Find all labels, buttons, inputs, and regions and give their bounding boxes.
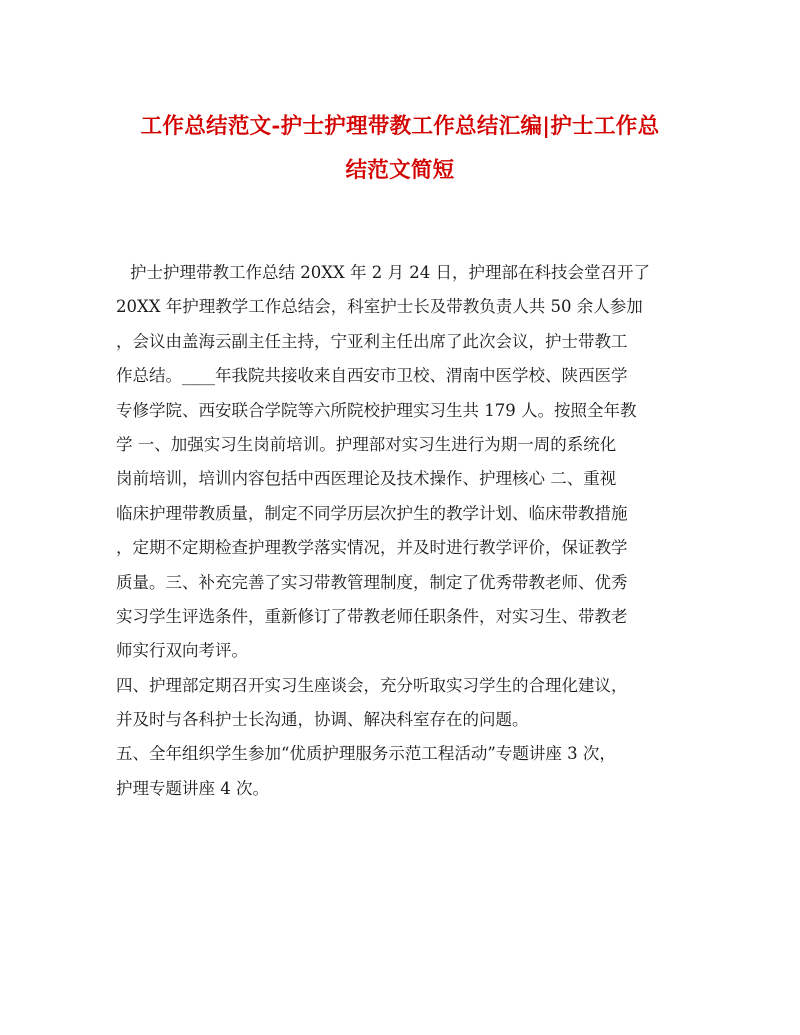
document-title [110, 105, 690, 193]
body-line: 临床护理带教质量，制定不同学历层次护生的教学计划、临床带教措施 [116, 503, 628, 523]
body-line: 并及时与各科护士长沟通，协调、解决科室存在的问题。 [116, 710, 529, 730]
body-line: 四、护理部定期召开实习生座谈会，充分听取实习学生的合理化建议， [116, 675, 628, 695]
body-line: 岗前培训，培训内容包括中西医理论及技术操作、护理核心 二、重视 [116, 469, 617, 489]
body-line: 学 一、加强实习生岗前培训。护理部对实习生进行为期一周的系统化 [116, 434, 617, 454]
body-line: 五、全年组织学生参加“优质护理服务示范工程活动”专题讲座 3 次， [116, 744, 616, 764]
body-line: 作总结。____年我院共接收来自西安市卫校、渭南中医学校、陕西医学 [116, 366, 628, 386]
body-line: 护理专题讲座 4 次。 [116, 778, 269, 798]
body-line: ，定期不定期检查护理教学落实情况，并及时进行教学评价，保证教学 [116, 538, 628, 558]
title-line-1: 工作总结范文-护士护理带教工作总结汇编|护士工作总 [140, 114, 660, 139]
body-line: 质量。三、补充完善了实习带教管理制度，制定了优秀带教老师、优秀 [116, 572, 628, 592]
document-body [116, 256, 696, 806]
body-line: 20XX 年护理教学工作总结会，科室护士长及带教负责人共 50 余人参加 [116, 297, 643, 317]
title-line-2: 结范文简短 [345, 158, 455, 183]
body-line: 护士护理带教工作总结 20XX 年 2 月 24 日，护理部在科技会堂召开了 [130, 263, 650, 282]
body-line: 专修学院、西安联合学院等六所院校护理实习生共 179 人。按照全年教 [116, 400, 637, 420]
body-line: 实习学生评选条件，重新修订了带教老师任职条件，对实习生、带教老 [116, 606, 628, 626]
body-line: ，会议由盖海云副主任主持，宁亚利主任出席了此次会议，护士带教工 [116, 331, 628, 351]
body-line: 师实行双向考评。 [116, 641, 248, 661]
